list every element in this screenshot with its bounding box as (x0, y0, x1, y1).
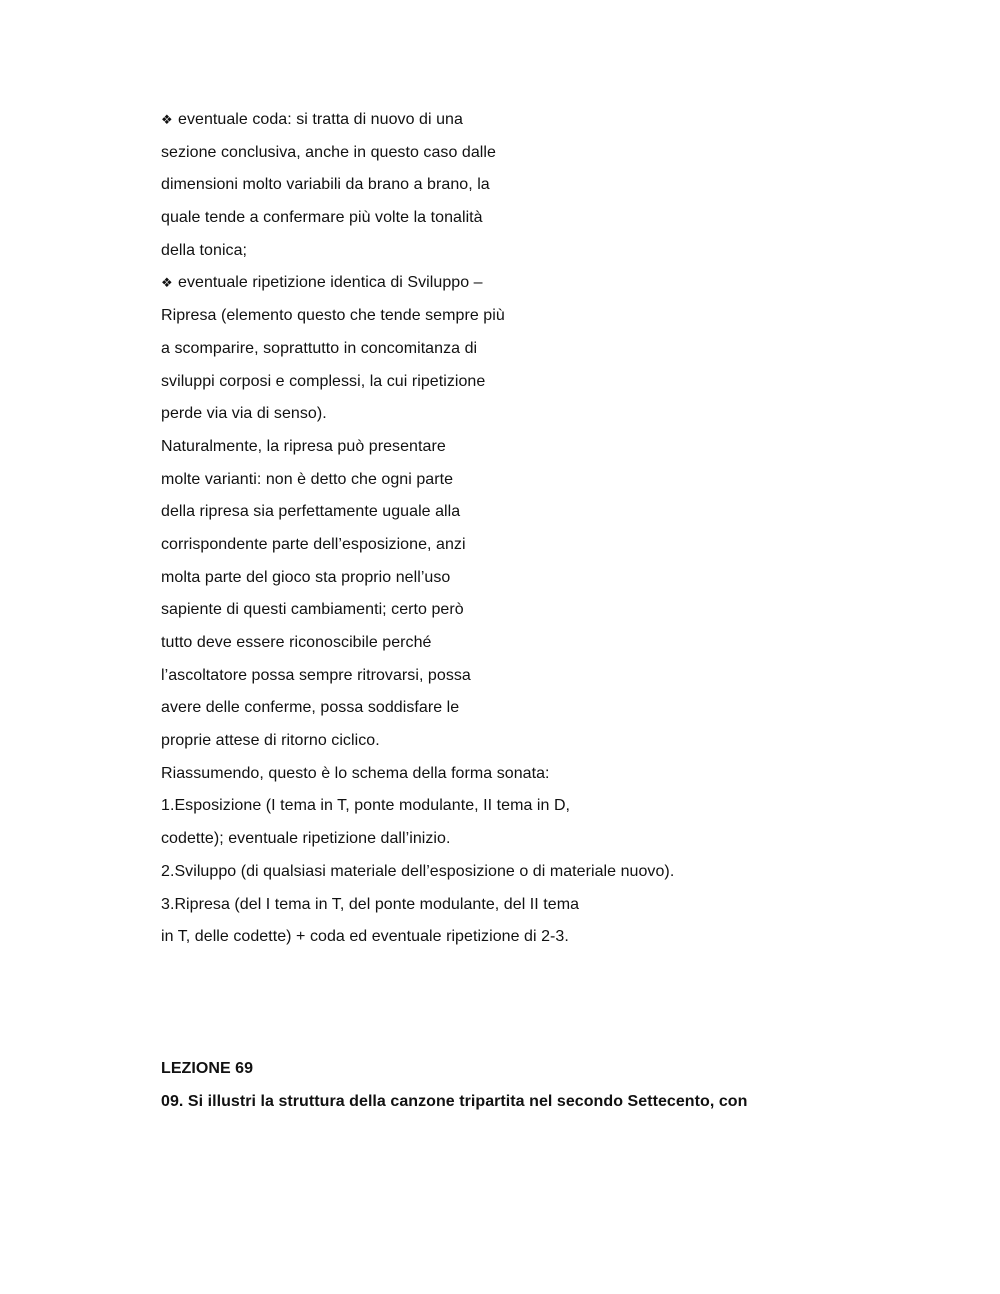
text-line: a scomparire, soprattutto in concomitanza di (161, 339, 478, 357)
text-line: avere delle conferme, possa soddisfare le (161, 699, 460, 717)
text-line: proprie attese di ritorno ciclico. (161, 732, 380, 750)
text-line: 1.Esposizione (I tema in T, ponte modulante, II tema in D, (161, 797, 571, 815)
text-line: perde via via di senso). (161, 405, 327, 423)
text-line: dimensioni molto variabili da brano a brano, la (161, 176, 490, 194)
text-line-content: eventuale coda: si tratta di nuovo di una (178, 111, 463, 128)
diamond-bullet-icon: ❖ (161, 275, 173, 291)
text-line-content: eventuale ripetizione identica di Sviluppo – (178, 274, 483, 292)
document-body (161, 104, 801, 954)
text-line (161, 267, 801, 300)
text-line: Ripresa (elemento questo che tende sempre più (161, 307, 505, 325)
text-line: codette); eventuale ripetizione dall’inizio. (161, 830, 451, 848)
text-line: molte varianti: non è detto che ogni parte (161, 470, 454, 488)
text-line: della tonica; (161, 241, 248, 259)
text-line: tutto deve essere riconoscibile perché (161, 634, 432, 651)
text-line: corrispondente parte dell’esposizione, anzi (161, 535, 466, 553)
text-line: quale tende a confermare più volte la tonalità (161, 209, 483, 227)
text-line: l’ascoltatore possa sempre ritrovarsi, possa (161, 666, 471, 684)
text-line: molta parte del gioco sta proprio nell’uso (161, 568, 451, 586)
lesson-heading: LEZIONE 69 (161, 1060, 254, 1077)
text-line: 3.Ripresa (del I tema in T, del ponte modulante, del II tema (161, 895, 580, 913)
text-line: sapiente di questi cambiamenti; certo però (161, 601, 464, 619)
text-line: della ripresa sia perfettamente uguale alla (161, 503, 461, 521)
text-line: sezione conclusiva, anche in questo caso dalle (161, 143, 496, 161)
question-text: 09. Si illustri la struttura della canzone tripartita nel secondo Settecento, con (161, 1093, 748, 1110)
lesson-section (161, 1052, 861, 1118)
text-line (161, 104, 801, 137)
diamond-bullet-icon: ❖ (161, 112, 173, 127)
text-line: Naturalmente, la ripresa può presentare (161, 437, 446, 455)
text-line: in T, delle codette) + coda ed eventuale ripetizione di 2-3. (161, 928, 569, 946)
text-line: 2.Sviluppo (di qualsiasi materiale dell’esposizione o di materiale nuovo). (161, 862, 675, 880)
text-line: sviluppi corposi e complessi, la cui ripetizione (161, 372, 486, 390)
text-line: Riassumendo, questo è lo schema della forma sonata: (161, 764, 550, 782)
